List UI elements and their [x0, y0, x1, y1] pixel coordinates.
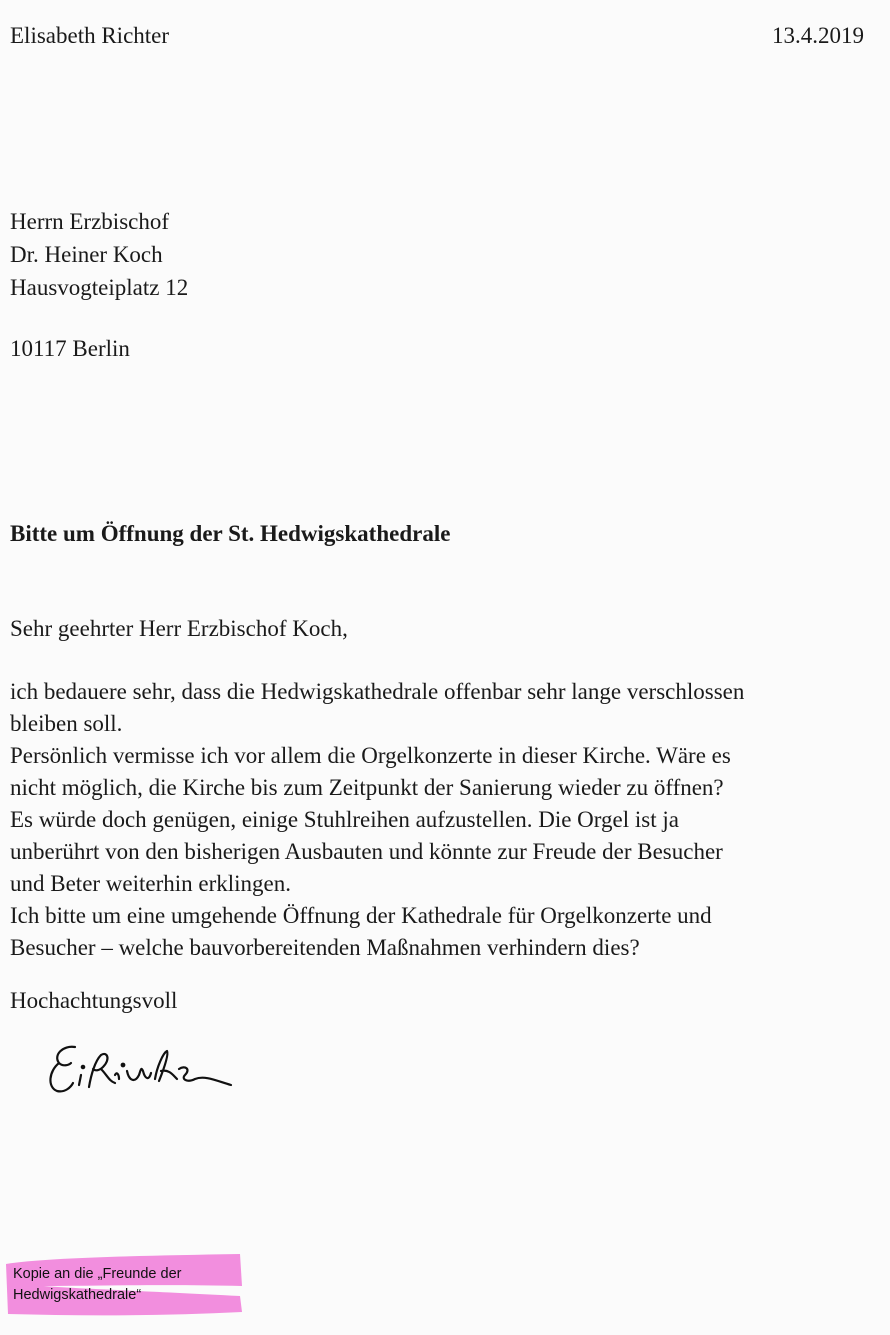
body-line: unberührt von den bisherigen Ausbauten und könnte zur Freude der Besucher — [10, 839, 723, 864]
sender-name: Elisabeth Richter — [10, 23, 170, 48]
body-line: Ich bitte um eine umgehende Öffnung der Kathedrale für Orgelkonzerte und — [10, 903, 712, 928]
handwritten-signature — [45, 1035, 285, 1125]
copy-note-text — [13, 1264, 181, 1306]
letter-date: 13.4.2019 — [772, 23, 864, 48]
letter-body — [10, 676, 744, 964]
copy-note — [4, 1250, 246, 1320]
salutation: Sehr geehrter Herr Erzbischof Koch, — [10, 616, 348, 641]
body-line: Es würde doch genügen, einige Stuhlreihen aufzustellen. Die Orgel ist ja — [10, 807, 679, 832]
recipient-line-2: Dr. Heiner Koch — [10, 242, 163, 267]
recipient-line-1: Herrn Erzbischof — [10, 209, 170, 234]
body-line: ich bedauere sehr, dass die Hedwigskathedrale offenbar sehr lange verschlossen — [10, 679, 745, 704]
closing: Hochachtungsvoll — [10, 988, 178, 1013]
body-line: und Beter weiterhin erklingen. — [10, 871, 292, 896]
recipient-address — [10, 206, 188, 305]
subject-line: Bitte um Öffnung der St. Hedwigskathedrale — [10, 521, 451, 546]
copy-note-line-2: Hedwigskathedrale“ — [13, 1287, 142, 1303]
body-line: nicht möglich, die Kirche bis zum Zeitpunkt der Sanierung wieder zu öffnen? — [10, 775, 724, 800]
body-line: bleiben soll. — [10, 711, 123, 736]
recipient-city: 10117 Berlin — [10, 336, 130, 361]
body-line: Persönlich vermisse ich vor allem die Orgelkonzerte in dieser Kirche. Wäre es — [10, 743, 731, 768]
copy-note-line-1: Kopie an die „Freunde der — [13, 1266, 182, 1282]
recipient-line-3: Hausvogteiplatz 12 — [10, 275, 189, 300]
body-line: Besucher – welche bauvorbereitenden Maßnahmen verhindern dies? — [10, 935, 640, 960]
